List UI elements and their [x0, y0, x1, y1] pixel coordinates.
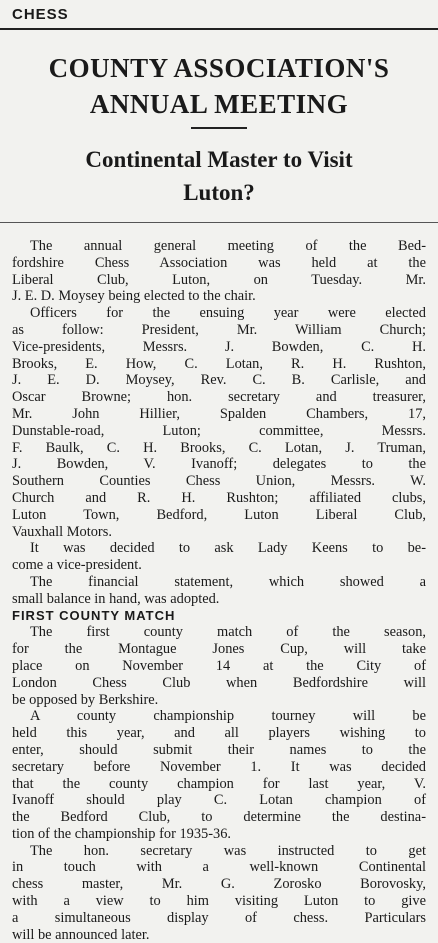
divider-thin — [0, 222, 438, 223]
section-rule — [0, 28, 438, 30]
article-line: Brooks, E. How, C. Lotan, R. H. Rushton, — [12, 355, 426, 372]
article-line: enter, should submit their names to the — [12, 741, 426, 758]
article-line: as follow: President, Mr. William Church; — [12, 321, 426, 338]
article-line: be opposed by Berkshire. — [12, 691, 159, 708]
article-line: a simultaneous display of chess. Particulars — [12, 909, 426, 926]
article-line: that the county champion for last year, V. — [12, 775, 426, 792]
subheadline — [8, 143, 430, 209]
headline — [8, 50, 430, 122]
article-line: It was decided to ask Lady Keens to be- — [30, 540, 426, 557]
article-line: Dunstable-road, Luton; committee, Messrs. — [12, 422, 426, 439]
article-line: held this year, and all players wishing to — [12, 725, 426, 742]
article-line: The financial statement, which showed a — [30, 573, 426, 590]
article-line: Vice-presidents, Messrs. J. Bowden, C. H. — [12, 338, 426, 355]
article-line: chess master, Mr. G. Zorosko Borovosky, — [12, 876, 426, 893]
article-line: Luton Town, Bedford, Luton Liberal Club, — [12, 506, 426, 523]
article-line: Church and R. H. Rushton; affiliated clubs, — [12, 489, 426, 506]
article-line: come a vice-president. — [12, 557, 142, 574]
section-label: CHESS — [12, 6, 69, 23]
article-line: fordshire Chess Association was held at the — [12, 254, 426, 271]
article-line: Vauxhall Motors. — [12, 523, 112, 540]
article-line: F. Baulk, C. H. Brooks, C. Lotan, J. Truman, — [12, 439, 426, 456]
headline-line-2: ANNUAL MEETING — [89, 89, 349, 119]
article-line: Officers for the ensuing year were elected — [30, 305, 426, 322]
article-line: Liberal Club, Luton, on Tuesday. Mr. — [12, 271, 426, 288]
subheadline-line-1: Continental Master to Visit — [85, 147, 353, 172]
article-line: J. E. D. Moysey, Rev. C. B. Carlisle, and — [12, 372, 426, 389]
article-line: small balance in hand, was adopted. — [12, 590, 220, 607]
article-subheading: FIRST COUNTY MATCH — [12, 607, 176, 623]
article-line: tion of the championship for 1935-36. — [12, 825, 232, 842]
headline-line-1: COUNTY ASSOCIATION'S — [48, 53, 390, 83]
article-line: with a view to him visiting Luton to give — [12, 893, 426, 910]
subheadline-line-2: Luton? — [183, 180, 255, 205]
article-line: The first county match of the season, — [30, 624, 426, 641]
article-line: Oscar Browne; hon. secretary and treasurer, — [12, 389, 426, 406]
article-line: will be announced later. — [12, 926, 150, 943]
article-line: J. E. D. Moysey being elected to the chair. — [12, 288, 256, 305]
article-line: secretary before November 1. It was decided — [12, 758, 426, 775]
article-line: The annual general meeting of the Bed- — [30, 238, 426, 254]
article-line: London Chess Club when Bedfordshire will — [12, 674, 426, 691]
divider-short — [191, 127, 247, 129]
article-line: place on November 14 at the City of — [12, 657, 426, 674]
article-line: The hon. secretary was instructed to get — [30, 842, 426, 859]
article-body — [12, 238, 426, 943]
article-line: for the Montague Jones Cup, will take — [12, 641, 426, 658]
article-line: J. Bowden, V. Ivanoff; delegates to the — [12, 456, 426, 473]
article-line: A county championship tourney will be — [30, 708, 426, 725]
article-line: Mr. John Hillier, Spalden Chambers, 17, — [12, 405, 426, 422]
article-line: in touch with a well-known Continental — [12, 859, 426, 876]
article-line: the Bedford Club, to determine the destina- — [12, 809, 426, 826]
article-line: Southern Counties Chess Union, Messrs. W. — [12, 473, 426, 490]
article-line: Ivanoff should play C. Lotan champion of — [12, 792, 426, 809]
